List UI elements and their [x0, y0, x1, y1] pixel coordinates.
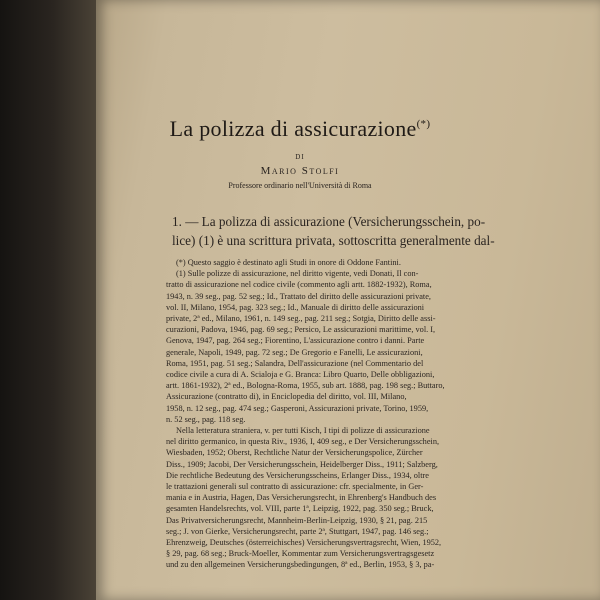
- footnote-line: gesamten Handelsrechts, vol. VIII, parte 1ª, Leipzig, 1922, pag. 350 seg.; Bruck,: [166, 504, 434, 514]
- footnote-line: (1) Sulle polizze di assicurazione, nel diritto vigente, vedi Donati, Il con-: [176, 269, 419, 279]
- footnote-line: mania e in Austria, Hagen, Das Versicherungsrecht, in Ehrenberg's Handbuch des: [166, 493, 437, 503]
- footnote-line: § 29, pag. 68 seg.; Bruck-Moeller, Kommentar zum Versicherungsvertragsgesetz: [166, 549, 435, 559]
- footnote-line: 1958, n. 12 seg., pag. 474 seg.; Gasperoni, Assicurazioni private, Torino, 1959,: [166, 403, 429, 413]
- title-footnote-mark: (*): [416, 118, 431, 130]
- footnote-line: Genova, 1947, pag. 264 seg.; Fiorentino, L'assicurazione contro i danni. Parte: [166, 336, 425, 346]
- footnote-line: nel diritto germanico, in questa Riv., 1936, I, 409 seg., e Der Versicherungsschein,: [166, 437, 440, 447]
- footnote-line: n. 52 seg., pag. 118 seg.: [166, 414, 246, 424]
- footnotes: [166, 257, 478, 571]
- footnote-line: artt. 1861-1932), 2ª ed., Bologna-Roma, 1955, sub art. 1888, pag. 198 seg.; Buttaro,: [166, 381, 445, 391]
- footnote-line: seg.; J. von Gierke, Versicherungsrecht, parte 2ª, Stuttgart, 1947, pag. 146 seg.;: [166, 526, 429, 536]
- footnote-line: Nella letteratura straniera, v. per tutti Kisch, I tipi di polizze di assicurazione: [176, 426, 430, 436]
- footnote-line: vol. II, Milano, 1954, pag. 323 seg.; Id., Manuale di diritto delle assicurazioni: [166, 302, 425, 312]
- footnote-line: 1943, n. 39 seg., pag. 52 seg.; Id., Trattato del diritto delle assicurazioni private,: [166, 291, 431, 301]
- author-affiliation: Professore ordinario nell'Università di Roma: [228, 181, 372, 190]
- footnote-line: generale, Napoli, 1949, pag. 72 seg.; De Gregorio e Fanelli, Le assicurazioni,: [166, 347, 423, 357]
- footnote-line: Wiesbaden, 1952; Oberst, Rechtliche Natur der Versicherungspolice, Zürcher: [166, 448, 423, 458]
- footnote-line: tratto di assicurazione nel codice civile (commento agli artt. 1882-1932), Roma,: [166, 280, 432, 290]
- footnote-line: codice civile a cura di A. Scialoja e G. Branca: Libro Quarto, Delle obbligazioni,: [166, 370, 435, 380]
- footnote-line: Die rechtliche Bedeutung des Versicherungsscheins, Erlanger Diss., 1934, oltre: [166, 470, 429, 480]
- article-title: [0, 116, 600, 142]
- author-name: Mario Stolfi: [260, 165, 340, 177]
- footnote-line: private, 2ª ed., Milano, 1961, n. 149 seg., pag. 211 seg.; Sotgia, Diritto delle assi-: [166, 314, 436, 324]
- title-text: La polizza di assicurazione: [169, 116, 417, 141]
- footnote-line: und zu den allgemeinen Versicherungsbedingungen, 8ª ed., Berlin, 1953, § 3, pa-: [166, 560, 435, 570]
- footnote-line: Diss., 1909; Jacobi, Der Versicherungsschein, Heidelberger Diss., 1911; Salzberg,: [166, 459, 438, 469]
- body-line: 1. — La polizza di assicurazione (Versicherungsschein, po-: [172, 214, 486, 229]
- body-line: lice) (1) è una scrittura privata, sottoscritta generalmente dal-: [172, 233, 495, 248]
- book-gutter: [0, 0, 96, 600]
- footnote-line: (*) Questo saggio è destinato agli Studi in onore di Oddone Fantini.: [176, 258, 401, 267]
- byline-di: DI: [295, 153, 305, 161]
- footnote-line: Roma, 1951, pag. 51 seg.; Salandra, Dell'assicurazione (nel Commentario del: [166, 358, 424, 368]
- footnote-line: Assicurazione (contratto di), in Enciclopedia del diritto, vol. III, Milano,: [166, 392, 407, 402]
- footnote-line: Das Privatversicherungsrecht, Mannheim-Berlin-Leipzig, 1930, § 21, pag. 215: [166, 515, 428, 525]
- footnote-line: le trattazioni generali sul contratto di assicurazione: cfr. specialmente, in Ger-: [166, 482, 424, 492]
- footnote-line: Ehrenzweig, Deutsches (österreichisches) Versicherungsvertragsrecht, Wien, 1952,: [166, 538, 442, 548]
- footnote-line: curazioni, Padova, 1946, pag. 69 seg.; Persico, Le assicurazioni marittime, vol. I,: [166, 325, 436, 335]
- body-paragraph: [172, 212, 502, 250]
